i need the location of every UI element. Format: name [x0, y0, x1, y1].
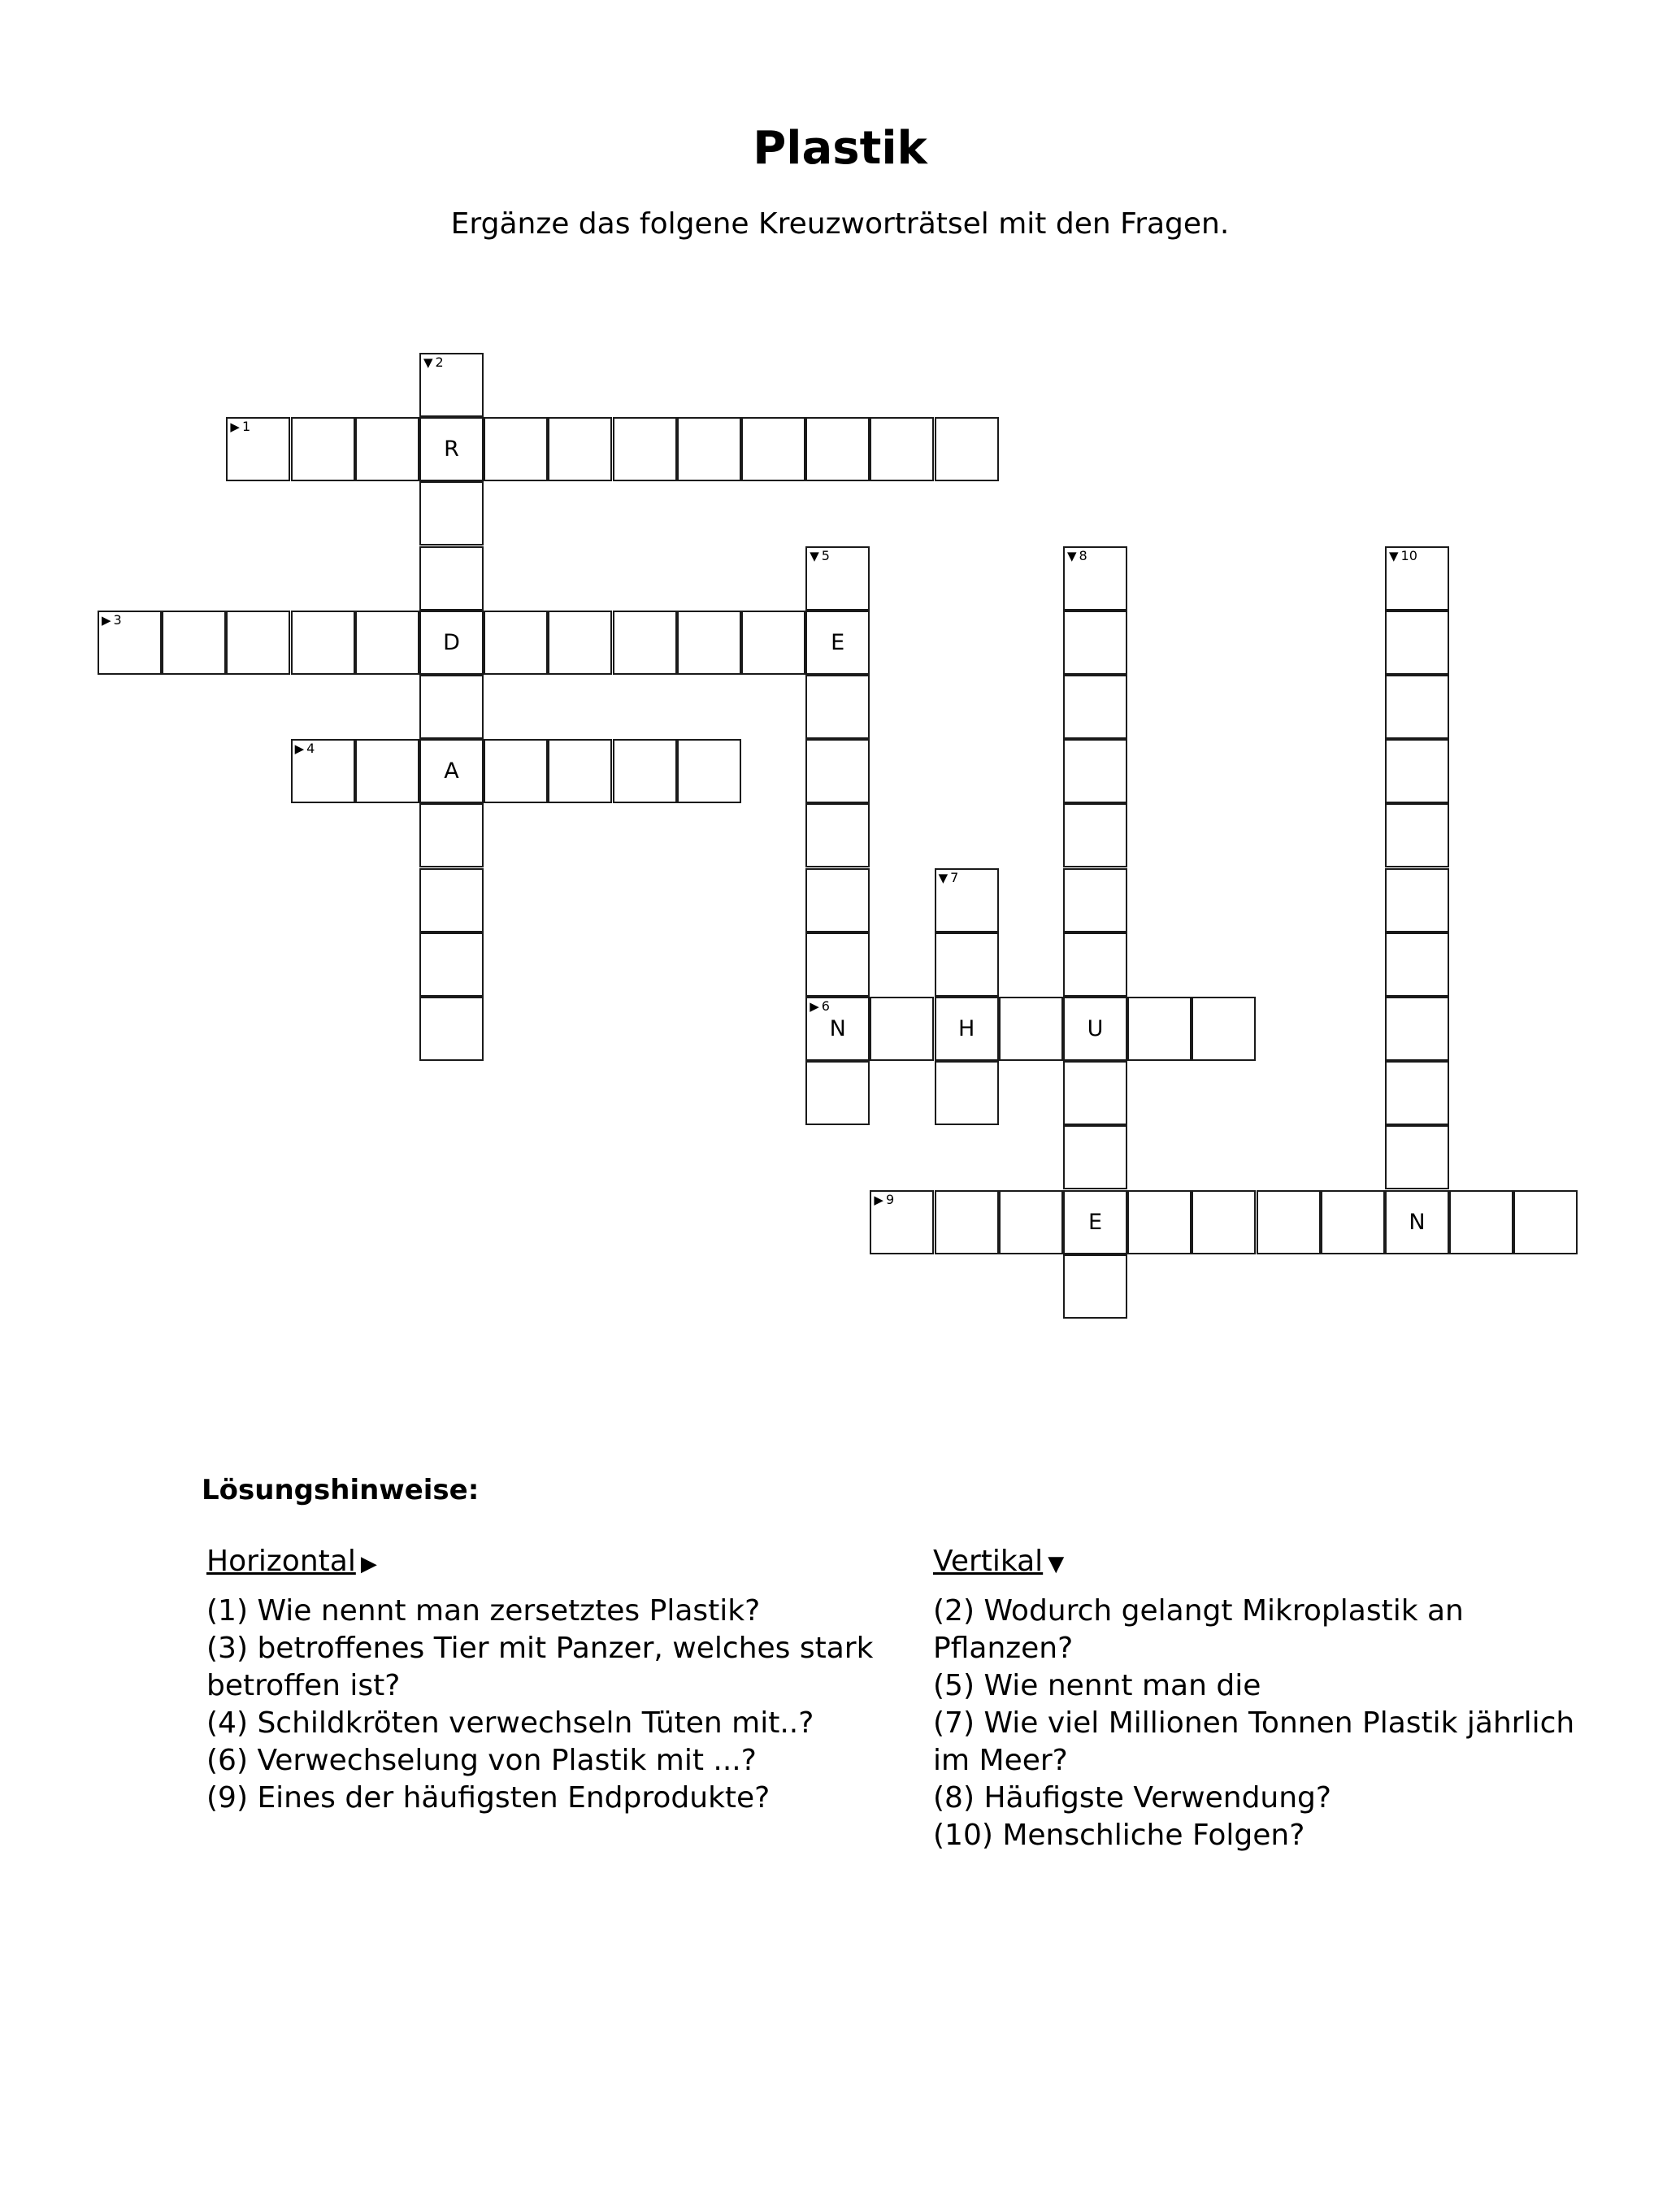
clue-vertical-10: (10) Menschliche Folgen? [933, 1819, 1305, 1852]
clue-number-text: 6 [821, 998, 830, 1014]
clue-number-text: 4 [306, 741, 315, 757]
crossword-cell[interactable] [484, 417, 548, 481]
crossword-cell[interactable] [999, 1190, 1063, 1254]
crossword-cell[interactable] [1257, 1190, 1321, 1254]
down-arrow-icon: ▼ [810, 548, 819, 563]
crossword-cell[interactable] [1063, 1190, 1127, 1254]
crossword-cell[interactable] [1513, 1190, 1578, 1254]
given-letter: R [444, 437, 459, 463]
crossword-cell[interactable] [355, 417, 419, 481]
crossword-cell[interactable] [1385, 611, 1449, 675]
given-letter: A [444, 758, 459, 785]
clue-horizontal-4: (4) Schildkröten verwechseln Tüten mit..? [206, 1706, 814, 1740]
crossword-cell[interactable] [419, 353, 484, 417]
crossword-cell[interactable] [805, 932, 870, 997]
horizontal-label: Horizontal [206, 1545, 356, 1578]
vertical-label: Vertikal [933, 1545, 1044, 1578]
right-arrow-icon: ▶ [230, 419, 240, 435]
crossword-cell[interactable] [613, 739, 677, 803]
clue-horizontal-1: (1) Wie nennt man zersetztes Plastik? [206, 1594, 761, 1628]
crossword-cell[interactable] [870, 997, 934, 1061]
horizontal-clues [206, 1543, 881, 1817]
clue-number [810, 548, 830, 564]
crossword-cell[interactable] [419, 675, 484, 739]
right-arrow-icon: ▶ [294, 741, 305, 757]
crossword-cell[interactable] [1449, 1190, 1513, 1254]
crossword-cell[interactable] [291, 739, 355, 803]
crossword-cell[interactable] [1385, 997, 1449, 1061]
clue-vertical-8: (8) Häufigste Verwendung? [933, 1781, 1332, 1815]
crossword-cell[interactable] [484, 611, 548, 675]
crossword-cell[interactable] [805, 997, 870, 1061]
crossword-cell[interactable] [870, 417, 934, 481]
crossword-cell[interactable] [935, 1190, 999, 1254]
crossword-cell[interactable] [935, 932, 999, 997]
given-letter: E [1087, 1209, 1103, 1235]
clue-number-text: 2 [435, 354, 444, 370]
crossword-cell[interactable] [1192, 1190, 1256, 1254]
given-letter: U [1087, 1016, 1104, 1041]
crossword-cell[interactable] [805, 417, 870, 481]
crossword-cell[interactable] [1385, 1125, 1449, 1189]
crossword-cell[interactable] [1063, 546, 1127, 611]
down-arrow-icon: ▼ [423, 355, 433, 370]
crossword-cell[interactable] [935, 1061, 999, 1125]
clue-number-text: 3 [113, 611, 122, 628]
instruction-text: Ergänze das folgene Kreuzworträtsel mit den Fragen. [450, 207, 1230, 241]
crossword-cell[interactable] [677, 417, 741, 481]
crossword-cell[interactable] [1063, 1061, 1127, 1125]
crossword-cell[interactable] [548, 611, 612, 675]
crossword-cell[interactable] [935, 868, 999, 932]
crossword-cell[interactable] [1063, 739, 1127, 803]
clue-number-text: 10 [1400, 547, 1417, 563]
crossword-cell[interactable] [805, 868, 870, 932]
clue-horizontal-9: (9) Eines der häufigsten Endprodukte? [206, 1781, 771, 1815]
crossword-cell[interactable] [355, 739, 419, 803]
crossword-cell[interactable] [677, 739, 741, 803]
given-letter: N [1409, 1209, 1426, 1235]
crossword-cell[interactable] [291, 417, 355, 481]
horizontal-heading [206, 1543, 881, 1583]
crossword-cell[interactable] [677, 611, 741, 675]
crossword-cell[interactable] [1385, 932, 1449, 997]
crossword-cell[interactable] [935, 997, 999, 1061]
crossword-cell[interactable] [613, 611, 677, 675]
crossword-cell[interactable] [1063, 997, 1127, 1061]
down-arrow-icon: ▼ [1048, 1552, 1065, 1576]
down-arrow-icon: ▼ [938, 870, 949, 885]
crossword-cell[interactable] [1385, 868, 1449, 932]
crossword-cell[interactable] [1385, 1190, 1449, 1254]
crossword-cell[interactable] [419, 803, 484, 867]
clue-number-text: 5 [821, 547, 830, 563]
crossword-cell[interactable] [1127, 997, 1192, 1061]
clue-number [1067, 548, 1087, 564]
crossword-cell[interactable] [1385, 546, 1449, 611]
hints-heading: Lösungshinweise: [202, 1474, 480, 1506]
down-arrow-icon: ▼ [1389, 548, 1399, 563]
given-letter: N [829, 1016, 846, 1041]
crossword-cell[interactable] [805, 803, 870, 867]
clue-vertical-2: (2) Wodurch gelangt Mikroplastik an Pflanzen? [933, 1594, 1464, 1665]
crossword-cell[interactable] [548, 417, 612, 481]
crossword-cell[interactable] [226, 611, 290, 675]
clue-number [102, 612, 122, 628]
crossword-cell[interactable] [1192, 997, 1256, 1061]
crossword-cell[interactable] [741, 611, 805, 675]
right-arrow-icon: ▶ [360, 1552, 377, 1576]
crossword-cell[interactable] [548, 739, 612, 803]
crossword-cell[interactable] [935, 417, 999, 481]
crossword-cell[interactable] [1063, 803, 1127, 867]
crossword-cell[interactable] [419, 481, 484, 545]
given-letter: E [831, 629, 845, 655]
clue-number [1389, 548, 1417, 564]
crossword-cell[interactable] [419, 417, 484, 481]
given-letter: D [443, 629, 460, 655]
page-title: Plastik [753, 122, 927, 175]
crossword-cell[interactable] [1063, 1125, 1127, 1189]
crossword-cell[interactable] [226, 417, 290, 481]
clue-number-text: 1 [241, 419, 251, 435]
clue-vertical-5: (5) Wie nennt man die [933, 1669, 1261, 1702]
clue-number-text: 9 [885, 1191, 895, 1207]
given-letter: H [957, 1016, 975, 1041]
crossword-cell[interactable] [419, 546, 484, 611]
vertical-heading [933, 1543, 1600, 1583]
clue-horizontal-3: (3) betroffenes Tier mit Panzer, welches stark betroffen ist? [206, 1632, 874, 1702]
crossword-cell[interactable] [999, 997, 1063, 1061]
crossword-cell[interactable] [1063, 1254, 1127, 1319]
crossword-cell[interactable] [805, 611, 870, 675]
crossword-cell[interactable] [291, 611, 355, 675]
crossword-cell[interactable] [805, 675, 870, 739]
crossword-cell[interactable] [1063, 868, 1127, 932]
crossword-cell[interactable] [741, 417, 805, 481]
crossword-cell[interactable] [805, 546, 870, 611]
clue-number [230, 419, 250, 435]
crossword-cell[interactable] [1063, 675, 1127, 739]
crossword-cell[interactable] [613, 417, 677, 481]
crossword-cell[interactable] [98, 611, 162, 675]
right-arrow-icon: ▶ [874, 1192, 883, 1207]
crossword-cell[interactable] [1127, 1190, 1192, 1254]
crossword-cell[interactable] [1321, 1190, 1385, 1254]
right-arrow-icon: ▶ [102, 612, 111, 628]
crossword-cell[interactable] [162, 611, 226, 675]
clue-number [295, 741, 315, 757]
crossword-cell[interactable] [484, 739, 548, 803]
crossword-cell[interactable] [419, 739, 484, 803]
down-arrow-icon: ▼ [1067, 548, 1077, 563]
crossword-cell[interactable] [805, 739, 870, 803]
crossword-cell[interactable] [419, 611, 484, 675]
clue-horizontal-6: (6) Verwechselung von Plastik mit ...? [206, 1744, 757, 1777]
clue-number [939, 870, 959, 886]
clue-number-text: 8 [1079, 547, 1087, 563]
crossword-cell[interactable] [1385, 803, 1449, 867]
vertical-clues [933, 1543, 1600, 1854]
crossword-cell[interactable] [419, 932, 484, 997]
right-arrow-icon: ▶ [810, 999, 819, 1014]
crossword-cell[interactable] [355, 611, 419, 675]
crossword-cell[interactable] [419, 868, 484, 932]
crossword-cell[interactable] [805, 1061, 870, 1125]
clue-number [874, 1192, 894, 1208]
clue-number [423, 354, 444, 371]
clue-vertical-7: (7) Wie viel Millionen Tonnen Plastik jährlich im Meer? [933, 1706, 1575, 1777]
crossword-cell[interactable] [419, 997, 484, 1061]
crossword-cell[interactable] [1385, 675, 1449, 739]
crossword-cell[interactable] [1385, 739, 1449, 803]
clue-number-text: 7 [950, 869, 959, 885]
crossword-cell[interactable] [870, 1190, 934, 1254]
crossword-cell[interactable] [1385, 1061, 1449, 1125]
crossword-cell[interactable] [1063, 932, 1127, 997]
crossword-cell[interactable] [1063, 611, 1127, 675]
